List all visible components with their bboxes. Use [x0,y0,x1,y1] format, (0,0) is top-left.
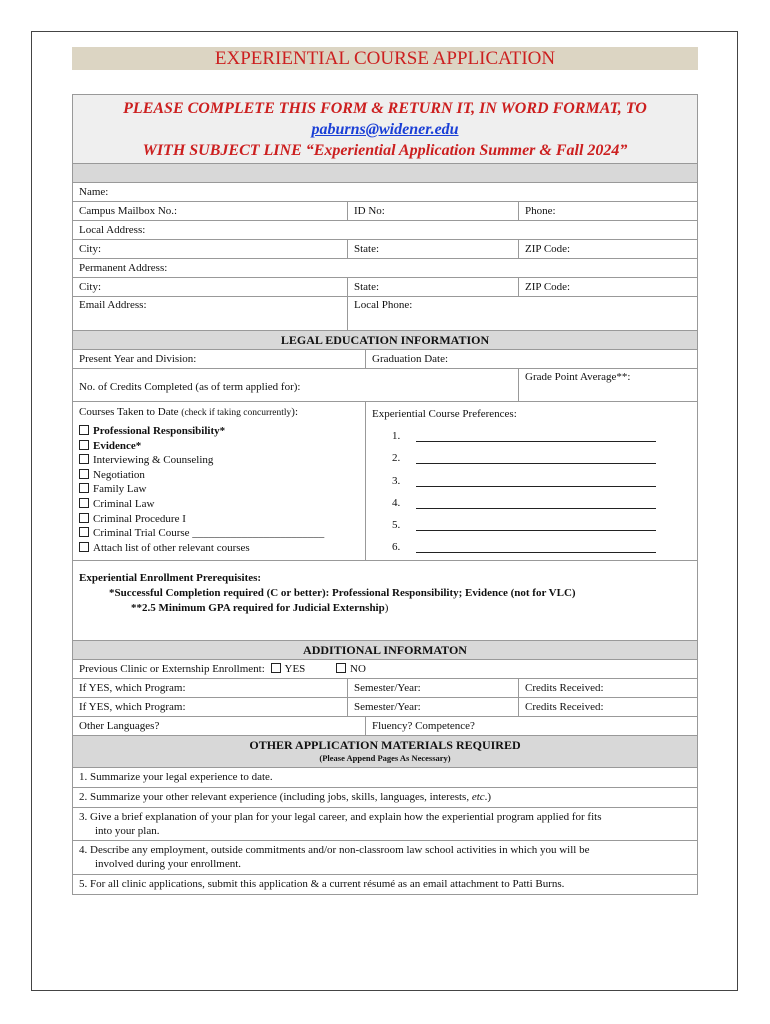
legal-education-heading: LEGAL EDUCATION INFORMATION [72,331,698,350]
permanent-address-field[interactable]: Permanent Address: [79,262,168,274]
phone-field[interactable]: Phone: [525,205,556,217]
courses-row [72,402,698,561]
graduation-date-field[interactable]: Graduation Date: [372,353,449,365]
course-professional-responsibility[interactable]: Professional Responsibility* [79,424,359,439]
program-row-1 [72,679,698,698]
materials-heading: OTHER APPLICATION MATERIALS REQUIRED [249,738,521,752]
application-form [72,94,698,895]
local-phone-field[interactable]: Local Phone: [354,299,413,311]
credits-completed-field[interactable]: No. of Credits Completed (as of term applied for): [73,369,519,401]
checkbox-icon[interactable] [79,469,89,479]
preference-blank[interactable] [416,474,656,487]
preference-blank[interactable] [416,429,656,442]
campus-mailbox-field[interactable]: Campus Mailbox No.: [73,202,348,220]
semester-year-field-2[interactable]: Semester/Year: [348,698,519,716]
present-year-field[interactable]: Present Year and Division: [73,350,366,368]
course-criminal-law[interactable]: Criminal Law [79,497,359,512]
local-address-field[interactable]: Local Address: [79,224,146,236]
course-negotiation[interactable]: Negotiation [79,468,359,483]
prereq-line-2: **2.5 Minimum GPA required for Judicial Externship) [131,602,389,614]
courses-note: (check if taking concurrently [181,408,292,418]
local-zip-field[interactable]: ZIP Code: [525,243,571,255]
no-checkbox-icon[interactable] [336,663,346,673]
prereq-line-1: *Successful Completion required (C or better): Professional Responsibility; Evidence (not for VLC) [109,587,576,599]
credits-received-field-2[interactable]: Credits Received: [525,701,604,713]
mailbox-row [72,202,698,221]
instructions-line-3: WITH SUBJECT LINE “Experiential Application Summer & Fall 2024” [142,142,628,159]
languages-row [72,717,698,736]
email-address-field[interactable]: Email Address: [73,297,348,330]
spacer-strip [72,164,698,183]
email-row [72,297,698,331]
program-field-2[interactable]: If YES, which Program: [73,698,348,716]
courses-heading: Courses Taken to Date [79,406,179,418]
preferences-cell [366,402,697,560]
preference-line[interactable]: 5. [372,509,691,531]
material-item-3: 3. Give a brief explanation of your plan for your legal career, and explain how the experiential program applied for fits into your plan. [72,808,698,841]
credits-received-field-1[interactable]: Credits Received: [525,682,604,694]
prereq-heading: Experiential Enrollment Prerequisites: [79,572,262,584]
program-row-2 [72,698,698,717]
local-state-field[interactable]: State: [348,240,519,258]
checkbox-icon[interactable] [79,425,89,435]
preference-line[interactable]: 6. [372,531,691,553]
semester-year-field-1[interactable]: Semester/Year: [348,679,519,697]
checkbox-icon[interactable] [79,440,89,450]
email-link[interactable]: paburns@widener.edu [311,121,459,138]
preference-blank[interactable] [416,451,656,464]
course-attach-list[interactable]: Attach list of other relevant courses [79,541,359,556]
course-interviewing[interactable]: Interviewing & Counseling [79,453,359,468]
id-no-field[interactable]: ID No: [348,202,519,220]
previous-enrollment-field: Previous Clinic or Externship Enrollment: YES NO [79,663,366,675]
local-address-row [72,221,698,240]
checkbox-icon[interactable] [79,513,89,523]
prerequisites-block [72,561,698,641]
preference-line[interactable]: 2. [372,442,691,464]
instructions-block [72,94,698,164]
permanent-zip-field[interactable]: ZIP Code: [525,281,571,293]
name-field[interactable]: Name: [79,186,109,198]
course-criminal-procedure[interactable]: Criminal Procedure I [79,512,359,527]
fluency-field[interactable]: Fluency? Competence? [372,720,475,732]
name-row[interactable] [72,183,698,202]
other-languages-field[interactable]: Other Languages? [73,717,366,735]
course-evidence[interactable]: Evidence* [79,439,359,454]
material-item-1: 1. Summarize your legal experience to date. [72,768,698,788]
no-label: NO [350,663,366,675]
checkbox-icon[interactable] [79,454,89,464]
local-city-row [72,240,698,259]
credits-row [72,369,698,402]
yes-label: YES [284,663,306,675]
gpa-field[interactable]: Grade Point Average**: [525,371,631,383]
year-row [72,350,698,369]
additional-heading: ADDITIONAL INFORMATON [72,641,698,660]
permanent-state-field[interactable]: State: [348,278,519,296]
course-family-law[interactable]: Family Law [79,482,359,497]
form-title: EXPERIENTIAL COURSE APPLICATION [72,47,698,70]
courses-taken-cell: Courses Taken to Date (check if taking concurrently): Professional Responsibility* Evidence* Interviewing & Counseling Negotiation Family Law Criminal Law Criminal Procedure I Criminal Trial Course ________________________ Attach list of other relevant courses [73,402,366,560]
preference-blank[interactable] [416,496,656,509]
preference-line[interactable]: 3. [372,464,691,486]
material-item-2: 2. Summarize your other relevant experience (including jobs, skills, languages, interests, etc.) [72,788,698,808]
permanent-city-row [72,278,698,297]
preference-line[interactable]: 4. [372,487,691,509]
checkbox-icon[interactable] [79,483,89,493]
preferences-heading: Experiential Course Preferences: [372,408,517,420]
materials-subheading: (Please Append Pages As Necessary) [319,753,451,763]
permanent-address-row [72,259,698,278]
material-item-5: 5. For all clinic applications, submit this application & a current résumé as an email attachment to Patti Burns. [72,875,698,895]
permanent-city-field[interactable]: City: [73,278,348,296]
checkbox-icon[interactable] [79,527,89,537]
program-field-1[interactable]: If YES, which Program: [73,679,348,697]
checkbox-icon[interactable] [79,498,89,508]
course-criminal-trial[interactable]: Criminal Trial Course ________________________ [79,526,359,541]
checkbox-icon[interactable] [79,542,89,552]
previous-enrollment-row [72,660,698,679]
materials-heading-block [72,736,698,768]
preference-blank[interactable] [416,540,656,553]
preference-line[interactable]: 1. [372,420,691,442]
material-item-4: 4. Describe any employment, outside commitments and/or non-classroom law school activities in which you will be involved during your enrollment. [72,841,698,875]
yes-checkbox-icon[interactable] [271,663,281,673]
local-city-field[interactable]: City: [73,240,348,258]
instructions-line-1: PLEASE COMPLETE THIS FORM & RETURN IT, IN WORD FORMAT, TO [123,100,647,117]
preference-blank[interactable] [416,518,656,531]
